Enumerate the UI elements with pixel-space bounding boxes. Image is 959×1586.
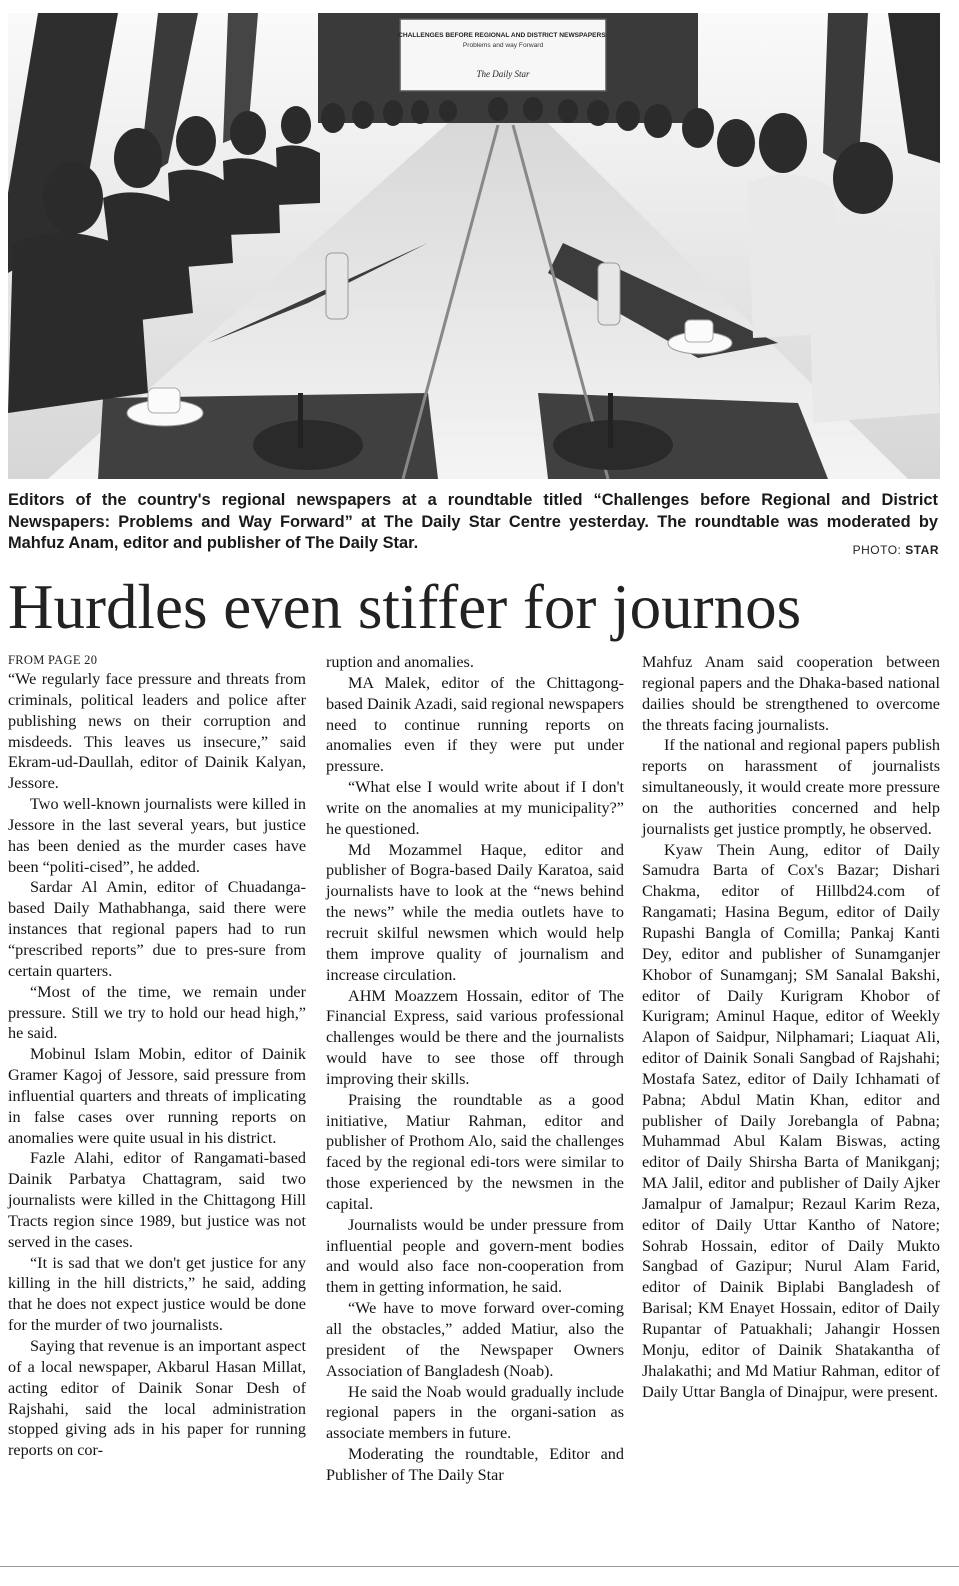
article-headline: Hurdles even stiffer for journos	[8, 572, 802, 642]
article-column-3	[642, 652, 940, 1402]
paragraph: If the national and regional papers publish reports on harassment of journalists simultaneously, it would create more pressure on the authorities concerned and help journalists get justice promptly, he observed.	[642, 736, 940, 838]
paragraph: Journalists would be under pressure from influential people and govern-ment bodies and would also face non-cooperation from them in getting information, he said.	[326, 1215, 624, 1297]
paragraph: Two well-known journalists were killed in Jessore in the last several years, but justice has been denied as the murder cases have been “politi-cised”, he added.	[8, 795, 306, 876]
paragraph: “It is sad that we don't get justice for any killing in the hill districts,” he said, adding that he does not expect justice would be done for the murder of two journalists.	[8, 1253, 306, 1335]
paragraph: MA Malek, editor of the Chittagong-based Dainik Azadi, said regional newspapers need to continue running reports on anomalies even if they were put under pressure.	[326, 673, 624, 776]
paragraph: “We regularly face pressure and threats from criminals, political leaders and police after publishing news on their corruption and misdeeds. This leaves us insecure,” said Ekram-ud-Daullah, editor of Dainik Kalyan, Jessore.	[8, 670, 306, 793]
photo-credit-source: STAR	[905, 543, 939, 557]
paragraph: Sardar Al Amin, editor of Chuadanga-based Daily Mathabhanga, said there were instances that regional papers had to run “prescribed reports” due to pres-sure from certain quarters.	[8, 878, 306, 980]
banner-title: CHALLENGES BEFORE REGIONAL AND DISTRICT NEWSPAPERS:	[398, 32, 608, 39]
paragraph: Fazle Alahi, editor of Rangamati-based Dainik Parbatya Chattagram, said two journalists were killed in the Chittagong Hill Tracts region since 1989, but justice was not served in the cases.	[8, 1149, 306, 1251]
article-column-2	[326, 652, 624, 1486]
paragraph: Moderating the roundtable, Editor and Publisher of The Daily Star	[326, 1445, 624, 1484]
paragraph: “What else I would write about if I don't write on the anomalies at my municipality?” he questioned.	[326, 778, 624, 838]
paragraph: “We have to move forward over-coming all the obstacles,” added Matiur, also the president of the Newspaper Owners Association of Bangladesh (Noab).	[326, 1299, 624, 1380]
paragraph: Mobinul Islam Mobin, editor of Dainik Gramer Kagoj of Jessore, said pressure from influential quarters and threats of implicating in false cases over running reports on anomalies were quite usual in his district.	[8, 1045, 306, 1147]
paragraph-continued: ruption and anomalies.	[326, 653, 474, 671]
bottom-rule	[0, 1566, 959, 1567]
paragraph: Praising the roundtable as a good initiative, Matiur Rahman, editor and publisher of Prothom Alo, said the challenges faced by the regional edi-tors were similar to those experienced by the newsmen in the capital.	[326, 1090, 624, 1213]
jump-line: FROM PAGE 20	[8, 653, 98, 667]
article-column-1	[8, 652, 306, 1461]
paragraph: Md Mozammel Haque, editor and publisher of Bogra-based Daily Karatoa, said journalists have to look at the “news behind the news” while the media outlets have to recruit skilful newsmen which would help them improve quality of journalism and increase circulation.	[326, 840, 624, 984]
banner-logo: The Daily Star	[476, 69, 530, 79]
paragraph: Kyaw Thein Aung, editor of Daily Samudra Barta of Cox's Bazar; Dishari Chakma, editor of Hillbd24.com of Rangamati; Hasina Begum, editor of Daily Rupashi Bangla of Comilla; Pankaj Kanti Dey, editor and publisher of Sunamganjer Khobor of Sunamganj; SM Sanalal Bakshi, editor of Daily Kurigram Khobor of Kurigram; Aminul Haque, editor of Weekly Alapon of Saidpur, Nilphamari; Liaquat Ali, editor of Dainik Sonali Sangbad of Rajshahi; Mostafa Satez, editor of Daily Ichhamati of Pabna; Abdul Matin Khan, editor and publisher of Daily Jorebangla of Pabna; Muhammad Abul Kalam Biswas, acting editor of Daily Shirsha Barta of Manikganj; MA Jalil, editor and publisher of Daily Ajker Jamalpur of Jamalpur; Rezaul Karim Reza, editor of Daily Uttar Kantho of Natore; Sohrab Hossain, editor of Daily Mukto Sangbad of Gazipur; Nurul Alam Farid, editor of Dainik Biplabi Bangladesh of Barisal; KM Enayet Hossain, editor of Daily Rupantar of Patuakhali; Jahangir Hossen Monju, editor of Dainik Shatakantha of Jhalakathi; and Md Matiur Rahman, editor of Daily Uttar Bangla of Dinajpur, were present.	[642, 840, 940, 1401]
paragraph: AHM Moazzem Hossain, editor of The Financial Express, said various professional challenges would be there and the journalists would have to see those off through improving their skills.	[326, 986, 624, 1088]
photo-credit	[853, 543, 939, 557]
roundtable-photo	[8, 13, 940, 479]
paragraph: “Most of the time, we remain under pressure. Still we try to hold our head high,” he said.	[8, 982, 306, 1043]
paragraph: Saying that revenue is an important aspect of a local newspaper, Akbarul Hasan Millat, acting editor of Dainik Sonar Desh of Rajshahi, said the local administration stopped giving ads in his paper for running reports on cor-	[8, 1337, 306, 1460]
paragraph: He said the Noab would gradually include regional papers in the organi-sation as associate members in future.	[326, 1382, 624, 1443]
photo-caption: Editors of the country's regional newspapers at a roundtable titled “Challenges before Regional and District Newspapers: Problems and Way Forward” at The Daily Star Centre yesterday. The roundtable was moderated by Mahfuz Anam, editor and publisher of The Daily Star.	[8, 491, 938, 552]
banner-subtitle: Problems and way Forward	[462, 42, 544, 49]
paragraph-continued: Mahfuz Anam said cooperation between regional papers and the Dhaka-based national dailies should be strengthened to overcome the threats facing journalists.	[642, 653, 940, 734]
photo-credit-label: PHOTO:	[852, 543, 902, 557]
roundtable-photo-illustration	[8, 13, 940, 479]
